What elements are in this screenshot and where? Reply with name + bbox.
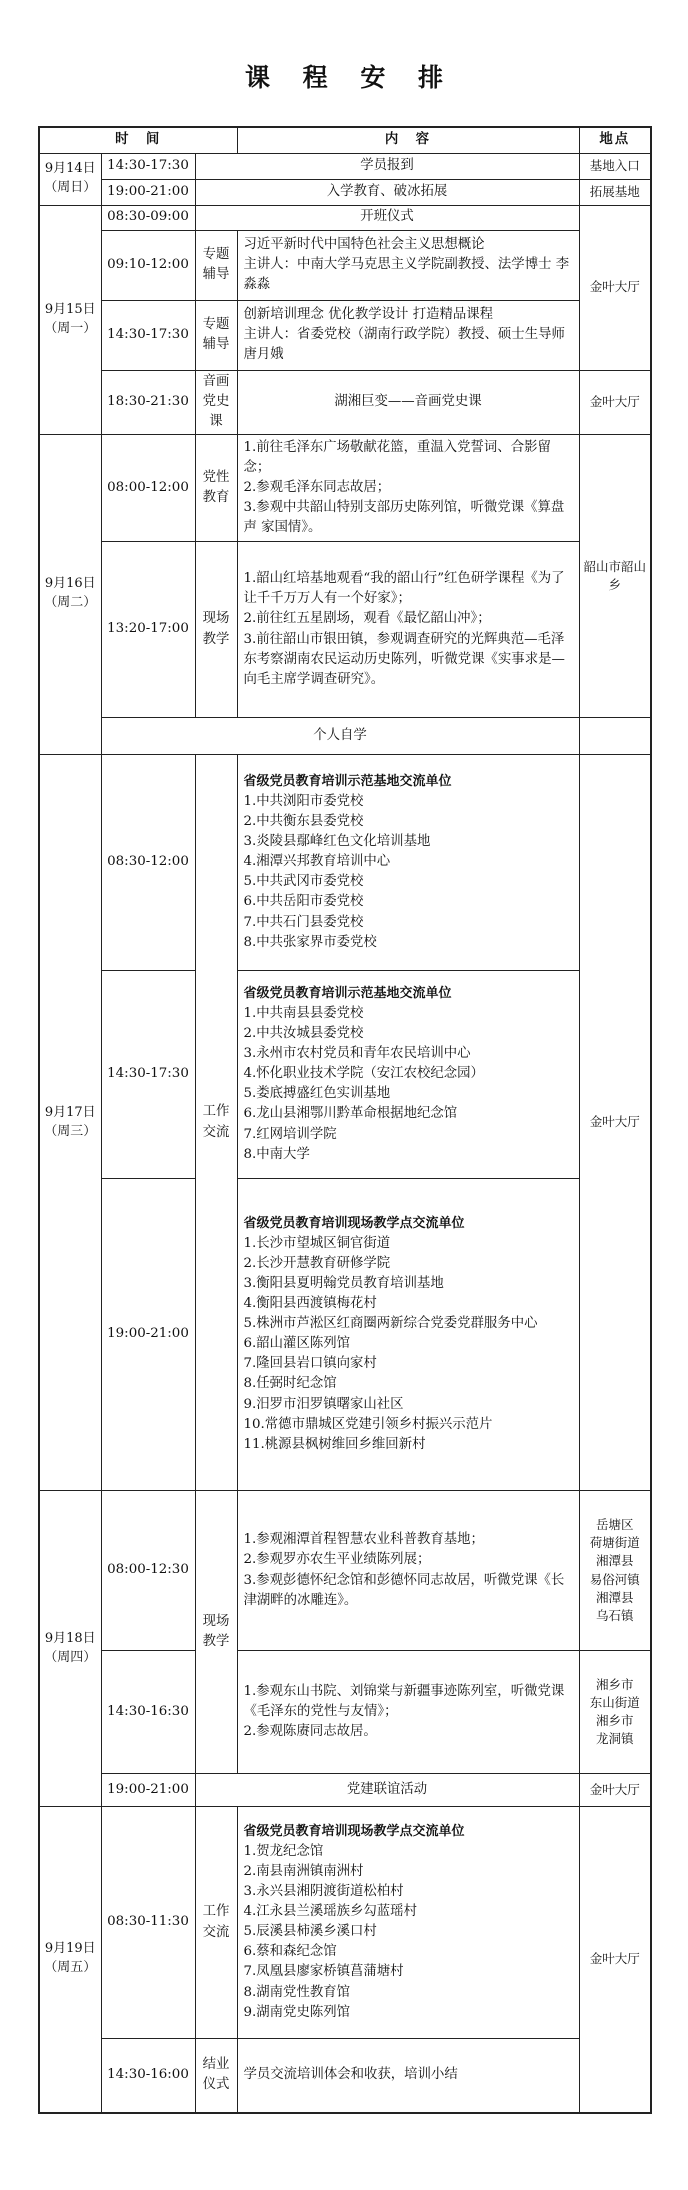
list-item: 4.湘潭兴邦教育培训中心 [243, 854, 391, 870]
location-line: 荷塘街道 [589, 1535, 640, 1551]
location-line: 湘潭县 [595, 1589, 634, 1605]
category-cell: 专题辅导 [195, 300, 237, 370]
location-line: 湘乡市 [595, 1676, 634, 1692]
list-item: 10.常德市鼎城区党建引领乡村振兴示范片 [243, 1416, 493, 1432]
list-item: 2.中共衡东县委党校 [243, 813, 364, 829]
list-item: 5.辰溪县柿溪乡溪口村 [243, 1924, 377, 1940]
header-location: 地点 [579, 127, 651, 153]
table-row [39, 153, 651, 179]
location-line: 龙洞镇 [595, 1731, 634, 1747]
list-item: 6.龙山县湘鄂川黔革命根据地纪念馆 [243, 1106, 458, 1122]
content-cell [237, 1179, 579, 1491]
location-cell: 金叶大厅 [579, 755, 651, 1491]
time-cell: 08:30-12:00 [101, 755, 195, 971]
list-item: 5.中共武冈市委党校 [243, 874, 364, 890]
list-item: 4.怀化职业技术学院（安江农校纪念园） [243, 1066, 484, 1082]
category-cell: 工作交流 [195, 1807, 237, 2039]
list-item: 2.长沙开慧教育研修学院 [243, 1255, 391, 1271]
weekday-label: （周二） [44, 595, 97, 611]
table-row [39, 2039, 651, 2113]
date-cell [39, 153, 101, 205]
list-item: 6.蔡和森纪念馆 [243, 1944, 337, 1960]
group-heading: 省级党员教育培训示范基地交流单位 [243, 986, 452, 1002]
date-cell [39, 755, 101, 1491]
table-row [39, 370, 651, 434]
content-line: 1.参观湘潭首程智慧农业科普教育基地； [243, 1532, 484, 1548]
date-label: 9月17日 [44, 1104, 96, 1120]
list-item: 1.长沙市望城区铜官街道 [243, 1235, 391, 1251]
table-row [39, 205, 651, 230]
table-row [39, 542, 651, 718]
group-heading: 省级党员教育培训示范基地交流单位 [243, 774, 452, 790]
content-line: 2.参观陈赓同志故居。 [243, 1724, 377, 1740]
list-item: 6.韶山灌区陈列馆 [243, 1336, 351, 1352]
content-cell: 个人自学 [101, 718, 579, 755]
time-cell: 13:20-17:00 [101, 542, 195, 718]
time-cell: 08:00-12:00 [101, 434, 195, 542]
location-cell: 基地入口 [579, 153, 651, 179]
content-cell [237, 230, 579, 300]
location-line: 乌石镇 [595, 1607, 634, 1623]
list-item: 5.株洲市芦淞区红商圈两新综合党委党群服务中心 [243, 1316, 538, 1332]
category-cell: 专题辅导 [195, 230, 237, 300]
content-line: 1.韶山红培基地观看“我的韶山行”红色研学课程《为了让千千万万人有一个好家》； [243, 571, 565, 607]
time-cell: 19:00-21:00 [101, 1774, 195, 1807]
location-line: 东山街道 [589, 1694, 640, 1710]
content-cell [237, 434, 579, 542]
content-line: 习近平新时代中国特色社会主义思想概论 [243, 236, 485, 252]
weekday-label: （周三） [44, 1123, 97, 1139]
weekday-label: （周一） [44, 320, 97, 336]
table-row [39, 1774, 651, 1807]
content-cell: 学员交流培训体会和收获，培训小结 [237, 2039, 579, 2113]
date-label: 9月15日 [44, 301, 96, 317]
content-line: 主讲人：中南大学马克思主义学院副教授、法学博士 李淼淼 [243, 256, 570, 293]
table-row [39, 1651, 651, 1774]
content-line: 主讲人：省委党校（湖南行政学院）教授、硕士生导师 唐月娥 [243, 326, 565, 363]
time-cell: 18:30-21:30 [101, 370, 195, 434]
list-item: 7.红网培训学院 [243, 1126, 337, 1142]
date-label: 9月16日 [44, 576, 96, 592]
category-cell: 现场教学 [195, 1491, 237, 1774]
content-line: 1.参观东山书院、刘锦棠与新疆事迹陈列室，听微党课《毛泽东的党性与友情》； [243, 1683, 565, 1719]
table-row [39, 434, 651, 542]
time-cell: 19:00-21:00 [101, 1179, 195, 1491]
table-row [39, 718, 651, 755]
location-cell: 韶山市韶山乡 [579, 434, 651, 718]
content-cell: 党建联谊活动 [195, 1774, 579, 1807]
time-cell: 19:00-21:00 [101, 179, 195, 205]
schedule-table [38, 126, 652, 2114]
date-cell [39, 434, 101, 755]
location-cell: 金叶大厅 [579, 370, 651, 434]
table-row [39, 1807, 651, 2039]
list-item: 1.贺龙纪念馆 [243, 1843, 324, 1859]
date-cell [39, 1491, 101, 1807]
list-item: 1.中共浏阳市委党校 [243, 793, 364, 809]
time-cell: 09:10-12:00 [101, 230, 195, 300]
list-item: 8.中南大学 [243, 1146, 310, 1162]
content-cell [237, 1491, 579, 1651]
location-cell: 金叶大厅 [579, 1807, 651, 2113]
table-row [39, 1179, 651, 1491]
time-cell: 14:30-17:30 [101, 153, 195, 179]
content-line: 3.参观彭德怀纪念馆和彭德怀同志故居，听微党课《长津湖畔的冰雕连》。 [243, 1572, 565, 1608]
list-item: 3.永州市农村党员和青年农民培训中心 [243, 1046, 471, 1062]
page-title: 课 程 安 排 [244, 63, 456, 92]
table-row [39, 971, 651, 1179]
content-cell: 湖湘巨变——音画党史课 [237, 370, 579, 434]
content-cell [237, 1807, 579, 2039]
content-cell [237, 971, 579, 1179]
table-row [39, 1491, 651, 1651]
list-item: 3.永兴县湘阴渡街道松柏村 [243, 1884, 404, 1900]
list-item: 4.衡阳县西渡镇梅花村 [243, 1296, 377, 1312]
category-cell: 音画党史课 [195, 370, 237, 434]
location-line: 湘潭县 [595, 1553, 634, 1569]
content-cell: 入学教育、破冰拓展 [195, 179, 579, 205]
list-item: 5.娄底搏盛红色实训基地 [243, 1086, 391, 1102]
location-line: 易俗河镇 [589, 1571, 640, 1587]
content-line: 2.参观毛泽东同志故居； [243, 479, 391, 495]
date-label: 9月14日 [44, 161, 96, 177]
date-label: 9月18日 [44, 1630, 96, 1646]
weekday-label: （周四） [44, 1649, 97, 1665]
content-cell [237, 542, 579, 718]
location-cell: 金叶大厅 [579, 1774, 651, 1807]
location-cell: 金叶大厅 [579, 205, 651, 370]
content-cell: 开班仪式 [195, 205, 579, 230]
category-cell: 工作交流 [195, 755, 237, 1491]
content-cell [237, 1651, 579, 1774]
list-item: 8.任弼时纪念馆 [243, 1376, 337, 1392]
table-row [39, 179, 651, 205]
category-cell: 现场教学 [195, 542, 237, 718]
list-item: 9.湖南党史陈列馆 [243, 2004, 351, 2020]
group-heading: 省级党员教育培训现场教学点交流单位 [243, 1824, 465, 1840]
date-cell [39, 205, 101, 434]
date-cell [39, 1807, 101, 2113]
time-cell: 08:00-12:30 [101, 1491, 195, 1651]
list-item: 1.中共南县县委党校 [243, 1005, 364, 1021]
location-cell [579, 1491, 651, 1651]
list-item: 7.隆回县岩口镇向家村 [243, 1356, 377, 1372]
time-cell: 14:30-17:30 [101, 300, 195, 370]
content-line: 2.参观罗亦农生平业绩陈列展； [243, 1552, 431, 1568]
list-item: 11.桃源县枫树维回乡维回新村 [243, 1436, 426, 1452]
header-time: 时 间 [39, 127, 237, 153]
list-item: 7.中共石门县委党校 [243, 914, 364, 930]
list-item: 6.中共岳阳市委党校 [243, 894, 364, 910]
list-item: 3.衡阳县夏明翰党员教育培训基地 [243, 1275, 444, 1291]
list-item: 8.湖南党性教育馆 [243, 1984, 351, 2000]
content-cell: 学员报到 [195, 153, 579, 179]
time-cell: 14:30-16:30 [101, 1651, 195, 1774]
list-item: 2.中共汝城县委党校 [243, 1025, 364, 1041]
list-item: 2.南县南洲镇南洲村 [243, 1863, 364, 1879]
location-cell [579, 1651, 651, 1774]
date-label: 9月19日 [44, 1941, 96, 1957]
list-item: 8.中共张家界市委党校 [243, 934, 377, 950]
group-heading: 省级党员教育培训现场教学点交流单位 [243, 1216, 465, 1232]
time-cell: 08:30-09:00 [101, 205, 195, 230]
content-line: 创新培训理念 优化教学设计 打造精品课程 [243, 306, 494, 322]
time-cell: 14:30-16:00 [101, 2039, 195, 2113]
weekday-label: （周五） [44, 1960, 97, 1976]
time-cell: 08:30-11:30 [101, 1807, 195, 2039]
empty-cell [579, 718, 651, 755]
table-row [39, 755, 651, 971]
content-cell [237, 755, 579, 971]
list-item: 9.汨罗市汨罗镇曙家山社区 [243, 1396, 404, 1412]
location-line: 岳塘区 [595, 1517, 634, 1533]
content-cell [237, 300, 579, 370]
location-cell: 拓展基地 [579, 179, 651, 205]
table-row [39, 300, 651, 370]
table-row [39, 230, 651, 300]
content-line: 2.前往红五星剧场，观看《最忆韶山冲》； [243, 611, 491, 627]
category-cell: 结业仪式 [195, 2039, 237, 2113]
table-header-row [39, 127, 651, 153]
header-content: 内 容 [237, 127, 579, 153]
content-line: 3.前往韶山市银田镇，参观调查研究的光辉典范—毛泽东考察湖南农民运动历史陈列，听微党课《实事求是—向毛主席学调查研究》。 [243, 631, 565, 687]
time-cell: 14:30-17:30 [101, 971, 195, 1179]
list-item: 7.凤凰县廖家桥镇菖蒲塘村 [243, 1964, 404, 1980]
category-cell: 党性教育 [195, 434, 237, 542]
list-item: 4.江永县兰溪瑶族乡勾蓝瑶村 [243, 1904, 417, 1920]
content-line: 3.参观中共韶山特别支部历史陈列馆，听微党课《算盘声 家国情》。 [243, 499, 565, 535]
content-line: 1.前往毛泽东广场敬献花篮，重温入党誓词、合影留念； [243, 439, 551, 475]
location-line: 湘乡市 [595, 1713, 634, 1729]
weekday-label: （周日） [44, 180, 97, 195]
list-item: 3.炎陵县鄢峰红色文化培训基地 [243, 834, 431, 850]
